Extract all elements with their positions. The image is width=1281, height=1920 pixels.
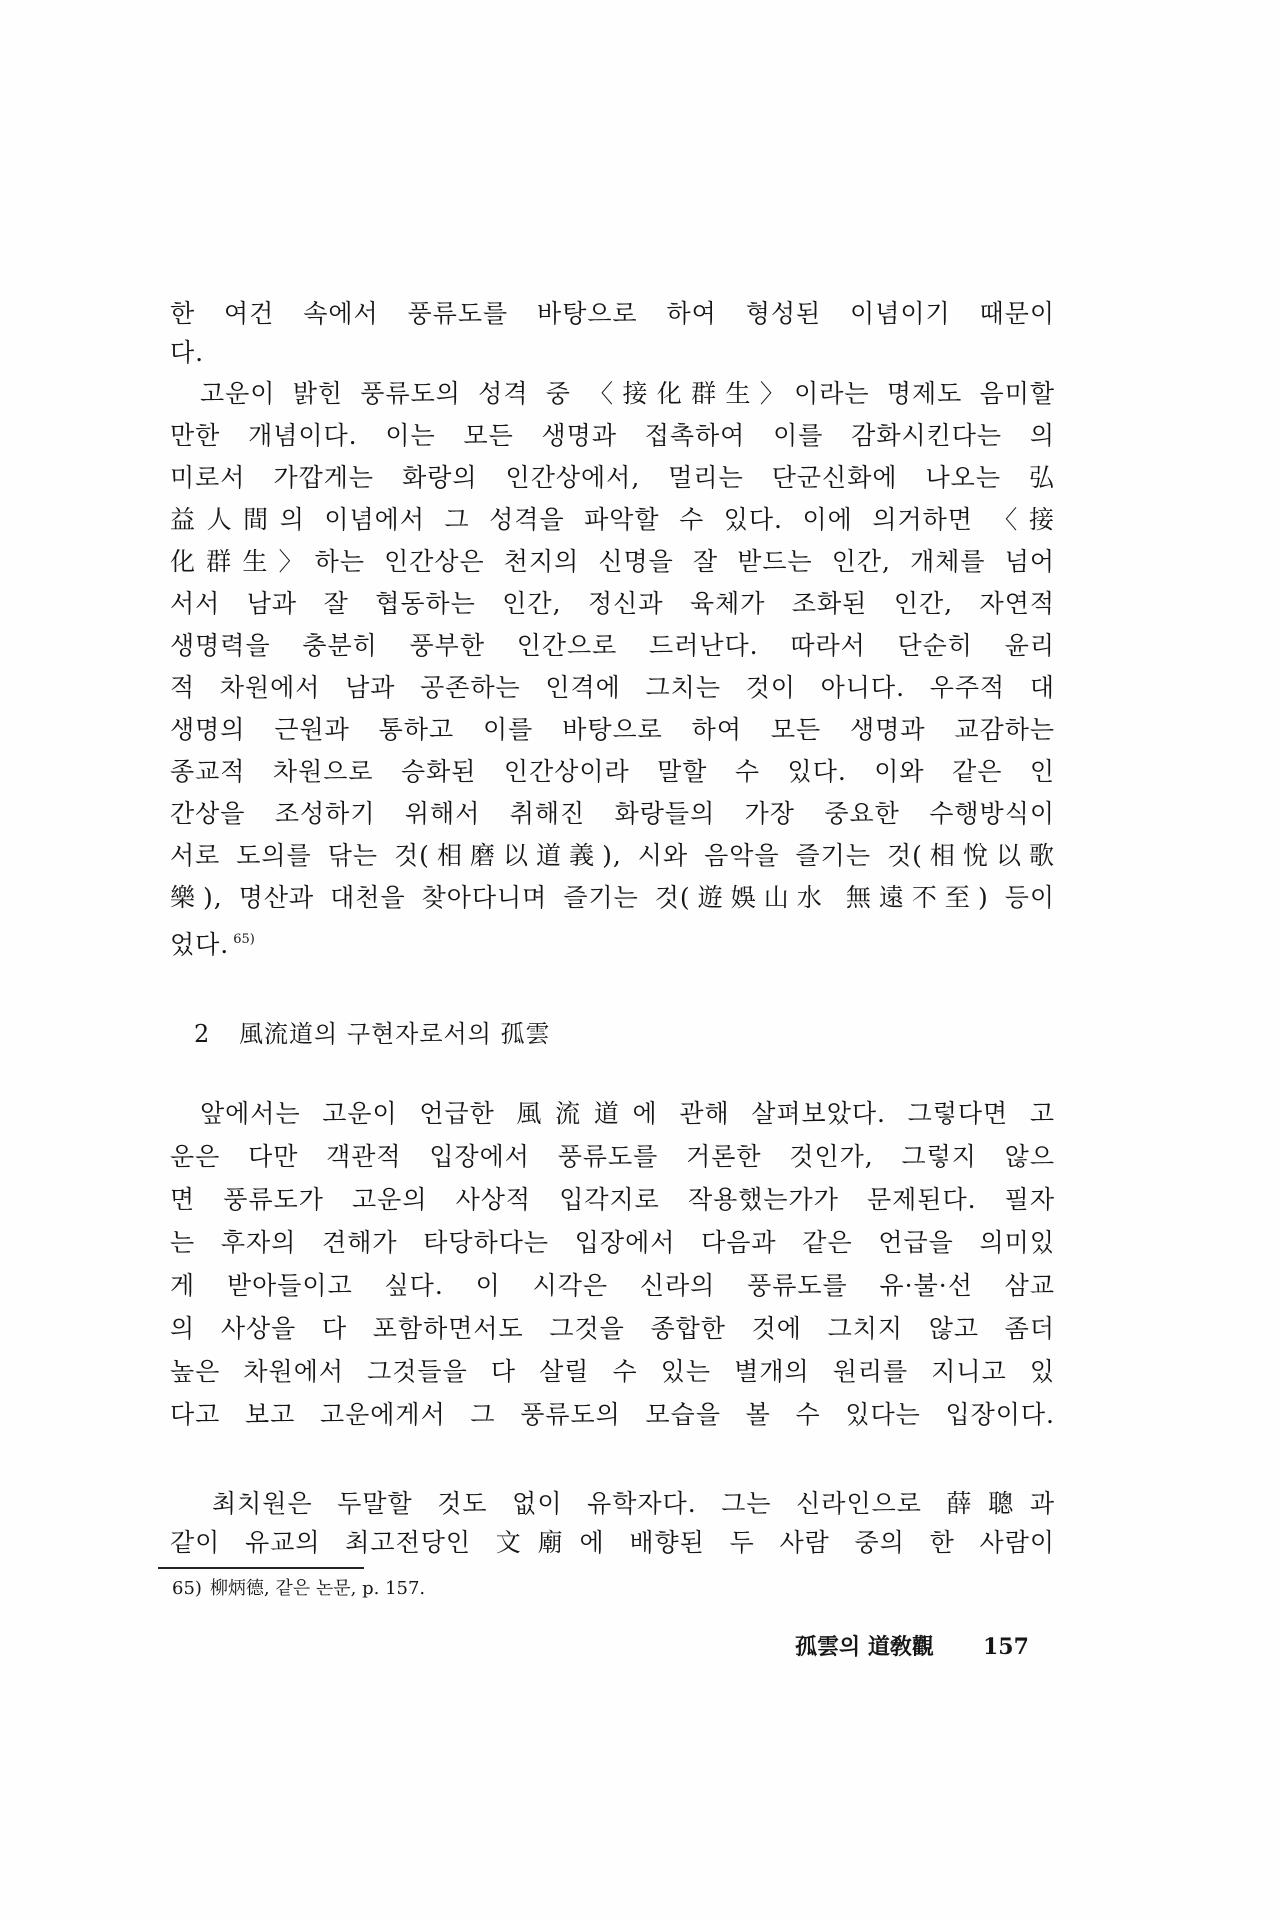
text-line: 생명력을 충분히 풍부한 인간으로 드러난다. 따라서 단순히 윤리 [170, 631, 1055, 660]
paragraph [170, 1092, 1055, 1436]
continuation-text [170, 294, 1055, 372]
text-line: 益人間의 이념에서 그 성격을 파악할 수 있다. 이에 의거하면 〈接 [170, 505, 1055, 534]
page-number: 157 [983, 1634, 1029, 1660]
text-line: 는 후자의 견해가 타당하다는 입장에서 다음과 같은 언급을 의미있 [170, 1228, 1055, 1257]
text-line: 종교적 차원으로 승화된 인간상이라 말할 수 있다. 이와 같은 인 [170, 757, 1055, 786]
paragraph [170, 1484, 1055, 1562]
text-line: 化群生〉하는 인간상은 천지의 신명을 잘 받드는 인간, 개체를 넘어 [170, 547, 1055, 576]
text-line: 면 풍류도가 고운의 사상적 입각지로 작용했는가가 문제된다. 필자 [170, 1185, 1055, 1214]
text-line: 다고 보고 고운에게서 그 풍류도의 모습을 볼 수 있다는 입장이다. [170, 1400, 1055, 1429]
text-line [170, 919, 1055, 961]
text-line: 앞에서는 고운이 언급한 風流道에 관해 살펴보았다. 그렇다면 고 [200, 1099, 1055, 1128]
text-line: 한 여건 속에서 풍류도를 바탕으로 하여 형성된 이념이기 때문이 [170, 299, 1055, 328]
running-footer-title: 孤雲의 道敎觀 [795, 1634, 934, 1660]
footnote-text: 柳炳德, 같은 논문, p. 157. [209, 1578, 426, 1599]
footnote [172, 1577, 425, 1601]
section-number: 2 [194, 1020, 211, 1048]
text-line: 의 사상을 다 포함하면서도 그것을 종합한 것에 그치지 않고 좀더 [170, 1314, 1055, 1343]
text-line: 樂), 명산과 대천을 찾아다니며 즐기는 것(遊娛山水 無遠不至) 등이 [170, 883, 1055, 912]
text-line: 게 받아들이고 싶다. 이 시각은 신라의 풍류도를 유·불·선 삼교 [170, 1271, 1055, 1300]
text-line: 간상을 조성하기 위해서 취해진 화랑들의 가장 중요한 수행방식이 [170, 799, 1055, 828]
text-line-content: 었다. [170, 930, 230, 959]
text-line: 서로 도의를 닦는 것(相磨以道義), 시와 음악을 즐기는 것(相悅以歌 [170, 841, 1055, 870]
text-line: 미로서 가깝게는 화랑의 인간상에서, 멀리는 단군신화에 나오는 弘 [170, 463, 1055, 492]
text-line: 서서 남과 잘 협동하는 인간, 정신과 육체가 조화된 인간, 자연적 [170, 589, 1055, 618]
section-heading [194, 1016, 551, 1052]
text-line: 같이 유교의 최고전당인 文廟에 배향된 두 사람 중의 한 사람이 [170, 1528, 1055, 1557]
paragraph [170, 373, 1055, 961]
text-line: 다. [170, 338, 205, 367]
text-line: 적 차원에서 남과 공존하는 인격에 그치는 것이 아니다. 우주적 대 [170, 673, 1055, 702]
footnote-separator [158, 1567, 364, 1569]
text-line: 생명의 근원과 통하고 이를 바탕으로 하여 모든 생명과 교감하는 [170, 715, 1055, 744]
text-line: 만한 개념이다. 이는 모든 생명과 접촉하여 이를 감화시킨다는 의 [170, 421, 1055, 450]
text-line: 최치원은 두말할 것도 없이 유학자다. 그는 신라인으로 薛聰과 [212, 1489, 1055, 1518]
footnote-reference: 65) [233, 932, 255, 947]
text-line: 높은 차원에서 그것들을 다 살릴 수 있는 별개의 원리를 지니고 있 [170, 1357, 1055, 1386]
section-title: 風流道의 구현자로서의 孤雲 [239, 1020, 551, 1048]
text-line: 운은 다만 객관적 입장에서 풍류도를 거론한 것인가, 그렇지 않으 [170, 1142, 1055, 1171]
text-line: 고운이 밝힌 풍류도의 성격 중 〈接化群生〉이라는 명제도 음미할 [200, 379, 1055, 408]
footnote-number: 65) [172, 1578, 202, 1599]
